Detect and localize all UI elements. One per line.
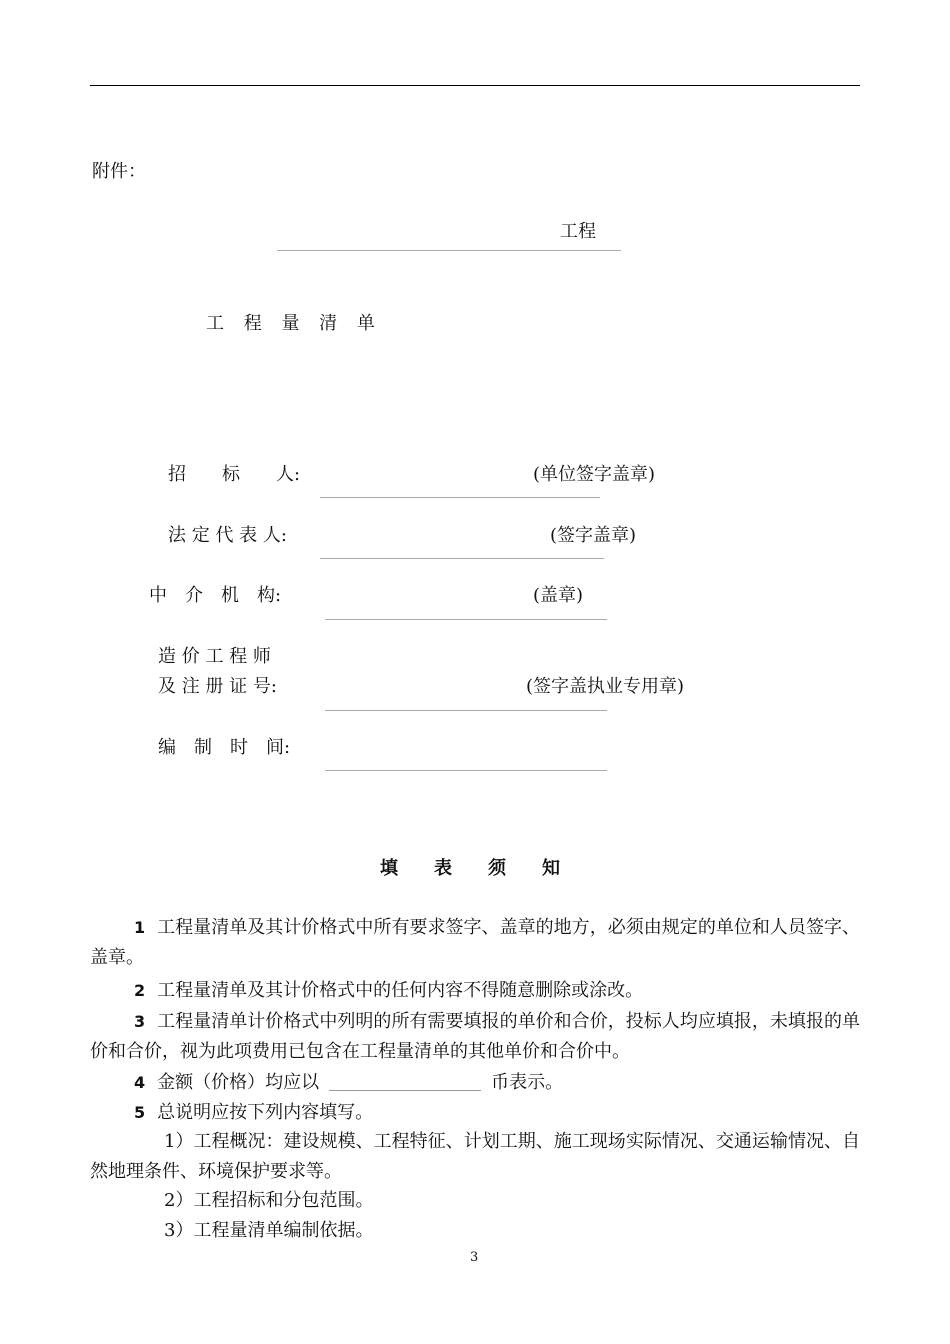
top-rule [90,85,860,86]
instruction-item-2 [90,976,860,1006]
instruction-item-1 [90,913,860,973]
instruction-subitem-3: 3）工程量清单编制依据。 [164,1220,374,1241]
project-name-line [277,250,621,251]
engineer-note: (签字盖执业专用章) [526,676,685,697]
instruction-text: 工程量清单及其计价格式中所有要求签字、盖章的地方，必须由规定的单位和人员签字、盖章。 [90,917,860,968]
tenderer-label: 招 标 人: [168,464,301,485]
instruction-item-5 [90,1098,860,1128]
instruction-number: 4 [134,1073,146,1092]
agency-sign-line [325,619,607,620]
instruction-subitem-1: 1）工程概况：建设规模、工程特征、计划工期、施工现场实际情况、交通运输情况、自然地理条件、环境保护要求等。 [90,1131,860,1182]
currency-blank-line [329,1089,481,1091]
instruction-item-4 [90,1068,860,1098]
instruction-number: 3 [134,1012,146,1031]
document-title: 工 程 量 清 单 [206,313,377,334]
engineer-label-line2: 及 注 册 证 号: [158,676,277,697]
engineer-sign-line [325,710,607,711]
instruction-number: 1 [134,918,146,937]
date-sign-line [325,770,607,771]
project-suffix: 工程 [560,221,596,242]
attachment-label: 附件： [92,161,146,182]
instruction-text-after: 币表示。 [491,1072,564,1093]
date-label: 编 制 时 间: [158,737,291,758]
instruction-text: 总说明应按下列内容填写。 [157,1102,374,1123]
instruction-subitem-2: 2）工程招标和分包范围。 [164,1190,374,1211]
instruction-text: 工程量清单及其计价格式中的任何内容不得随意删除或涂改。 [157,980,644,1001]
agency-label: 中 介 机 构: [149,585,282,606]
instruction-number: 5 [134,1103,146,1122]
instructions-heading: 填 表 须 知 [380,858,560,879]
instruction-number: 2 [134,981,146,1000]
agency-note: (盖章) [533,585,584,606]
instruction-text: 工程量清单计价格式中列明的所有需要填报的单价和合价，投标人均应填报，未填报的单价和合价，视为此项费用已包含在工程量清单的其他单价和合价中。 [90,1011,860,1062]
legal-rep-label: 法 定 代 表 人: [168,525,287,546]
instruction-item-3 [90,1007,860,1067]
tenderer-sign-line [320,497,600,498]
legal-rep-note: (签字盖章) [550,525,637,546]
legal-rep-sign-line [320,558,604,559]
engineer-label-line1: 造 价 工 程 师 [158,646,271,667]
page-number: 3 [470,1250,479,1265]
instruction-text-before: 金额（价格）均应以 [157,1072,320,1093]
tenderer-note: (单位签字盖章) [533,464,656,485]
